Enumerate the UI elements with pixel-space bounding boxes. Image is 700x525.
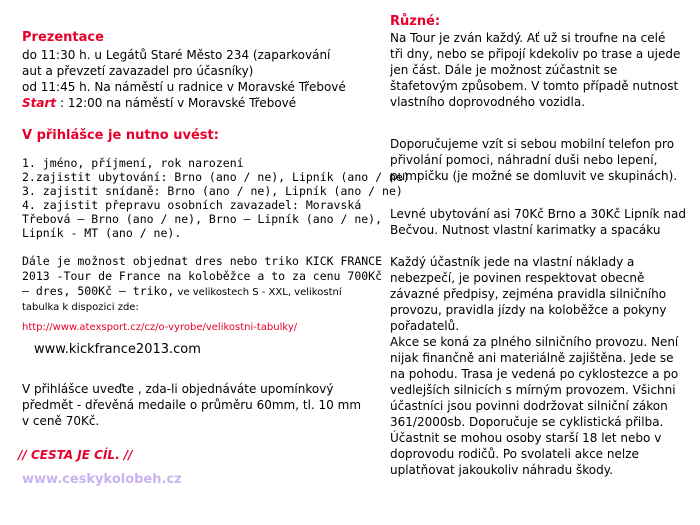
- prezentace-text: [22, 47, 346, 111]
- medaile-text: [22, 381, 361, 429]
- dres-line: 2013 -Tour de France na koloběžce a to za cenu 700Kč: [22, 269, 383, 283]
- prezentace-heading: Prezentace: [22, 30, 104, 45]
- dres-line: Dále je možnost objednat dres nebo triko KICK FRANCE: [22, 254, 383, 268]
- paragraph-line: uplatňovat jakoukoliv náhradu škody.: [390, 463, 613, 477]
- motto: // CESTA JE CÍL. //: [18, 448, 133, 462]
- paragraph-line: štafetovým způsobem. V tomto případě nutnost: [390, 79, 679, 93]
- prihlaska-item: Lipník - MT (ano / ne).: [22, 226, 182, 240]
- prihlaska-item: Třebová – Brno (ano / ne), Brno – Lipník (ano / ne),: [22, 212, 383, 226]
- paragraph-line: provozu, pravidla jízdy na koloběžce a pokyny: [390, 303, 667, 317]
- paragraph-line: pumpičku (je možné se domluvit ve skupinách).: [390, 169, 678, 183]
- dres-line-3: [22, 284, 382, 300]
- paragraph-line: Účastnit se mohou osoby starší 18 let nebo v: [390, 431, 662, 445]
- start-line: [22, 95, 346, 111]
- paragraph-line: tři dny, nebo se připojí kdekoliv po trase a ujede: [390, 47, 681, 61]
- paragraph-line: Bečvou. Nutnost vlastní karimatky a spacáku: [390, 223, 661, 237]
- dres-text: [22, 254, 382, 315]
- ruzne-paragraph-1: [390, 30, 680, 110]
- start-text: : 12:00 na náměstí v Moravské Třebové: [56, 96, 297, 110]
- paragraph-line: Levné ubytování asi 70Kč Brno a 30Kč Lipník nad: [390, 207, 686, 221]
- paragraph-line: závazné předpisy, zejména pravidla silničního: [390, 287, 667, 301]
- prezentace-line: od 11:45 h. Na náměstí u radnice v Moravské Třebové: [22, 80, 346, 94]
- ruzne-paragraph-2: [390, 136, 677, 184]
- prihlaska-item: 3. zajistit snídaně: Brno (ano / ne), Lipník (ano / ne): [22, 184, 403, 198]
- paragraph-line: Na Tour je zván každý. Ať už si troufne na celé: [390, 31, 666, 45]
- paragraph-line: přivolání pomoci, náhradní duši nebo lepení,: [390, 153, 658, 167]
- medaile-line: předmět - dřevěná medaile o průměru 60mm, tl. 10 mm: [22, 398, 362, 412]
- paragraph-line: Doporučujeme vzít si sebou mobilní telefon pro: [390, 137, 675, 151]
- prihlaska-heading: V přihlášce je nutno uvést:: [22, 128, 219, 143]
- paragraph-line: vlastního doprovodného vozidla.: [390, 95, 586, 109]
- dres-price: – dres, 500Kč – triko,: [22, 284, 175, 298]
- ceskykolobeh-website[interactable]: www.ceskykolobeh.cz: [22, 472, 182, 487]
- paragraph-line: 361/2000sb. Doporučuje se cyklistická přilba.: [390, 415, 664, 429]
- paragraph-line: nebezpečí, je povinen respektovat obecně: [390, 271, 645, 285]
- prihlaska-item: 1. jméno, příjmení, rok narození: [22, 156, 244, 170]
- paragraph-line: Každý účastník jede na vlastní náklady a: [390, 255, 635, 269]
- ruzne-paragraph-3: [390, 206, 686, 238]
- dres-sizes: ve velikostech S - XXL, velikostní: [174, 287, 342, 298]
- paragraph-line: vedlejších silnicích s mírným provozem. Všichni: [390, 383, 676, 397]
- right-column: [380, 0, 700, 525]
- kickfrance-website[interactable]: www.kickfrance2013.com: [34, 342, 201, 357]
- medaile-line: V přihlášce uveďte , zda-li objednáváte upomínkový: [22, 382, 334, 396]
- prihlaska-item: 4. zajistit přepravu osobních zavazadel: Moravská: [22, 198, 362, 212]
- paragraph-line: Akce se koná za plného silničního provozu. Není: [390, 335, 679, 349]
- paragraph-line: účastníci jsou povinni dodržovat silniční zákon: [390, 399, 668, 413]
- medaile-line: v ceně 70Kč.: [22, 414, 100, 428]
- ruzne-heading: Různé:: [390, 14, 441, 29]
- prihlaska-item: 2.zajistit ubytování: Brno (ano / ne), Lipník (ano / ne): [22, 170, 410, 184]
- size-table-link[interactable]: http://www.atexsport.cz/cz/o-vyrobe/velikostni-tabulky/: [22, 322, 298, 333]
- paragraph-line: na pohodu. Trasa je vedená po cyklostezce a po: [390, 367, 679, 381]
- paragraph-line: doprovodu rodičů. Po svolateli akce nelze: [390, 447, 639, 461]
- paragraph-line: pořadatelů.: [390, 319, 460, 333]
- dres-table-note: tabulka k dispozici zde:: [22, 302, 139, 313]
- ruzne-paragraph-4: [390, 254, 678, 478]
- paragraph-line: jen část. Dále je možnost zúčastnit se: [390, 63, 618, 77]
- paragraph-line: nijak finančně ani materiálně zajištěna. Jede se: [390, 351, 674, 365]
- prezentace-line: do 11:30 h. u Legátů Staré Město 234 (zaparkování: [22, 48, 331, 62]
- prezentace-line: aut a převzetí zavazadel pro účasníky): [22, 64, 254, 78]
- prihlaska-list: [22, 156, 410, 240]
- start-label: Start: [22, 96, 57, 110]
